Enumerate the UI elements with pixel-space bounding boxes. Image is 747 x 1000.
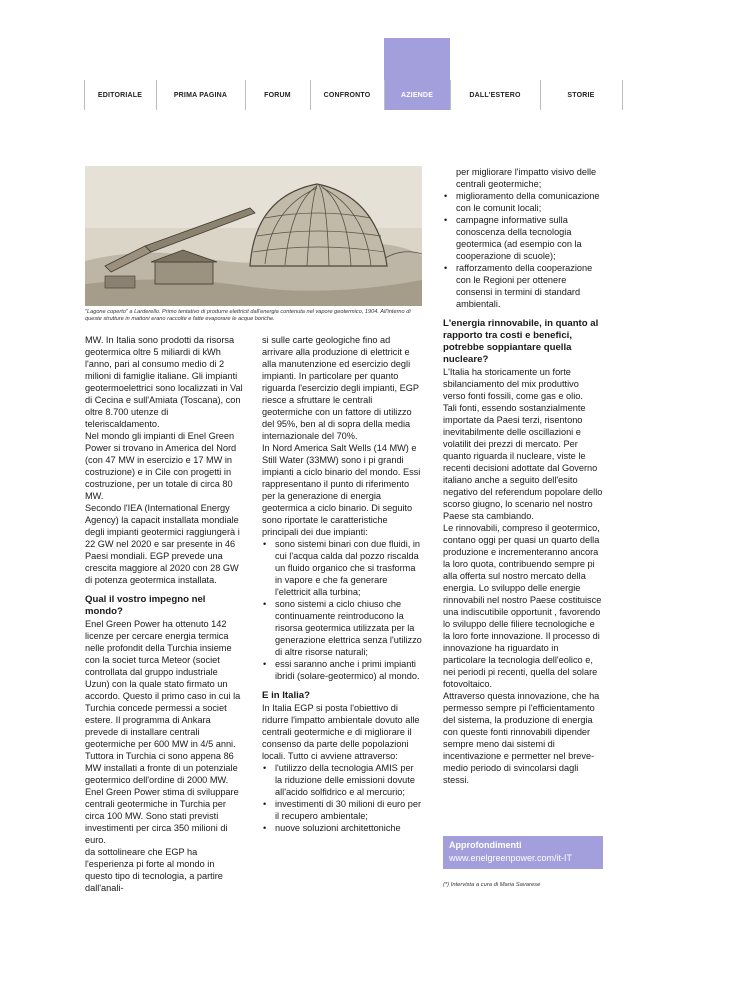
nav-divider [622, 80, 623, 110]
paragraph: da sottolineare che EGP ha l'esperienza pi forte al mondo in questo tipo di tecnologia, a partire dall'anali- [85, 847, 223, 893]
lagone-coperto-illustration [85, 166, 422, 306]
list-item: • nuove soluzioni architettoniche [262, 822, 422, 834]
paragraph: In Nord America Salt Wells (14 MW) e Still Water (33MW) sono i pi grandi impianti a ciclo binario del mondo. Essi rappresentano il punto di riferimento per la generazione di energia geotermica a ciclo binario. Di seguito sono riportate le caratteristiche principali dei due impianti: [262, 443, 421, 537]
bullet-list [262, 762, 422, 834]
approfondimenti-link[interactable]: www.enelgreenpower.com/it-IT [449, 853, 573, 863]
nav-item-confronto[interactable]: CONFRONTO [323, 91, 371, 99]
paragraph: si sulle carte geologiche fino ad arrivare alla produzione di elettricit e alla manutenzione ed esercizio degli impianti. In particolare per quanto riguarda l'esercizio degli impianti, EGP riesce a sfruttare le centrali geotermiche con un fattore di utilizzo del 95%, ben al di sopra della media internazionale del 70%. [262, 335, 419, 441]
interview-question: Qual il vostro impegno nel mondo? [85, 594, 206, 617]
paragraph: Secondo l'IEA (International Energy Agency) la capacit installata mondiale degli impianti geotermici raggiungerà i 22 GW nel 2020 e sar presente in 46 Paesi mondiali. EGP prevede una crescita maggiore al 2020 con 28 GW di potenza geotermica installata. [85, 503, 240, 585]
paragraph: L'Italia ha storicamente un forte sbilanciamento del mix produttivo verso fonti fossili, come gas e olio. [443, 367, 583, 401]
nav-item-prima-pagina[interactable]: PRIMA PAGINA [173, 91, 228, 99]
interview-question: L'energia rinnovabile, in quanto al rapporto tra costi e benefici, potrebbe soppiantare quella nucleare? [443, 318, 599, 365]
list-item: • miglioramento della comunicazione con le comunit locali; [443, 190, 603, 214]
bullet-list [262, 538, 422, 682]
footnote: (*) Intervista a cura di Maria Savarese [443, 882, 541, 888]
article-column-3 [443, 166, 603, 786]
interview-question: E in Italia? [262, 690, 310, 701]
paragraph: Le rinnovabili, compreso il geotermico, contano oggi per quasi un quarto della produzione e incrementeranno ancora la loro quota, contribuendo sempre pi alla offerta sul nostro mercato della energia. Lo sviluppo delle energie rinnovabili nel nostro Paese costituisce una indiscutibile opportunit , favorendo lo sviluppo delle filiere tecnologiche e la loro forte innovazione. Il processo di innovazione ha riguardato in particolare la tecnologia dell'eolico e, nei periodi pi recenti, quella del solare fotovoltaico. [443, 523, 602, 689]
paragraph: per migliorare l'impatto visivo delle centrali geotermiche; [456, 167, 597, 189]
nav-item-editoriale[interactable]: EDITORIALE [97, 91, 143, 99]
list-item: • rafforzamento della cooperazione con le Regioni per ottenere consensi in termini di standard ambientali. [443, 262, 603, 310]
paragraph: Attraverso questa innovazione, che ha permesso sempre pi l'efficientamento del sistema, la produzione di energia con queste fonti rinnovabili dipender sempre meno dai sistemi di incentivazione e permetter nel breve-medio periodo di svincolarsi dagli stessi. [443, 691, 600, 785]
list-item: • essi saranno anche i primi impianti ibridi (solare-geotermico) al mondo. [262, 658, 422, 682]
bullet-list [443, 190, 603, 310]
section-nav [84, 80, 648, 110]
nav-item-dall-estero[interactable]: DALL'ESTERO [469, 91, 521, 99]
list-item: • campagne informative sulla conoscenza della tecnologia geotermica (ad esempio con la cooperazione di scuole); [443, 214, 603, 262]
paragraph: Enel Green Power ha ottenuto 142 licenze per cercare energia termica nelle profondit della Turchia insieme con la societ turca Meteor (societ controllata dal gruppo industriale Uzun) con la quale stato firmato un accordo. Questo il primo caso in cui la Turchia concede permessi a societ estere. Il programma di Ankara prevede di installare centrali geotermiche per 600 MW in 4/5 anni. Tuttora in Turchia ci sono appena 86 MW installati a fronte di un potenziale geotermico dell'ordine di 2000 MW. Enel Green Power stima di sviluppare centrali geotermiche in Turchia per circa 100 MW. Sono stati previsti investimenti per circa 350 milioni di euro. [85, 619, 241, 845]
paragraph: Tali fonti, essendo sostanzialmente importate da Paesi terzi, risentono inevitabilmente delle oscillazioni e volatilit dei prezzi di mercato. Per quanto riguarda il nucleare, viste le recenti decisioni adottate dal Governo italiano anche a seguito dell'esito negativo del referendum popolare dello scorso giugno, lo scenario nel nostro Paese sta cambiando. [443, 403, 603, 521]
list-item: • investimenti di 30 milioni di euro per il recupero ambientale; [262, 798, 422, 822]
paragraph: MW. In Italia sono prodotti da risorsa geotermica oltre 5 miliardi di kWh l'anno, pari al consumo medio di 2 milioni di famiglie italiane. Gli impianti geotermoelettrici sono localizzati in Val di Cecina e sull'Amiata (Toscana), con oltre 8.700 utenze di teleriscaldamento. [85, 335, 243, 429]
list-item: • l'utilizzo della tecnologia AMIS per la riduzione delle emissioni dovute all'acido solfidrico e al mercurio; [262, 762, 422, 798]
list-item: • sono sistemi binari con due fluidi, in cui l'acqua calda dal pozzo riscalda un fluido organico che si trasforma in vapore e che fa generare l'elettricit alla turbina; [262, 538, 422, 598]
nav-item-forum[interactable]: FORUM [264, 91, 291, 99]
photo-caption: "Lagone coperto" a Larderello. Primo tentativo di produrre elettricit dall'energia contenuta nel vapore geotermico, 1904. All'interno di queste strutture in mattoni erano raccolte e fatte evaporare le acque boriche. [85, 309, 411, 322]
article-column-2 [262, 334, 422, 834]
article-column-1 [85, 334, 243, 894]
list-item: • sono sistemi a ciclo chiuso che continuamente reintroducono la risorsa geotermica utilizzata per la generazione elettrica senza l'utilizzo di altre risorse naturali; [262, 598, 422, 658]
paragraph: In Italia EGP si posta l'obiettivo di ridurre l'impatto ambientale dovuto alle centrali geotermiche e di migliorare il consenso da parte delle popolazioni locali. Tutto ci avviene attraverso: [262, 703, 420, 761]
paragraph: Nel mondo gli impianti di Enel Green Power si trovano in America del Nord (con 47 MW in esercizio e 17 MW in costruzione) e in Cile con progetti in costruzione, per un totale di circa 80 MW. [85, 431, 237, 501]
nav-item-storie[interactable]: STORIE [567, 91, 595, 99]
approfondimenti-box [443, 836, 603, 869]
approfondimenti-title: Approfondimenti [449, 840, 522, 850]
nav-item-aziende[interactable]: AZIENDE [400, 91, 434, 99]
